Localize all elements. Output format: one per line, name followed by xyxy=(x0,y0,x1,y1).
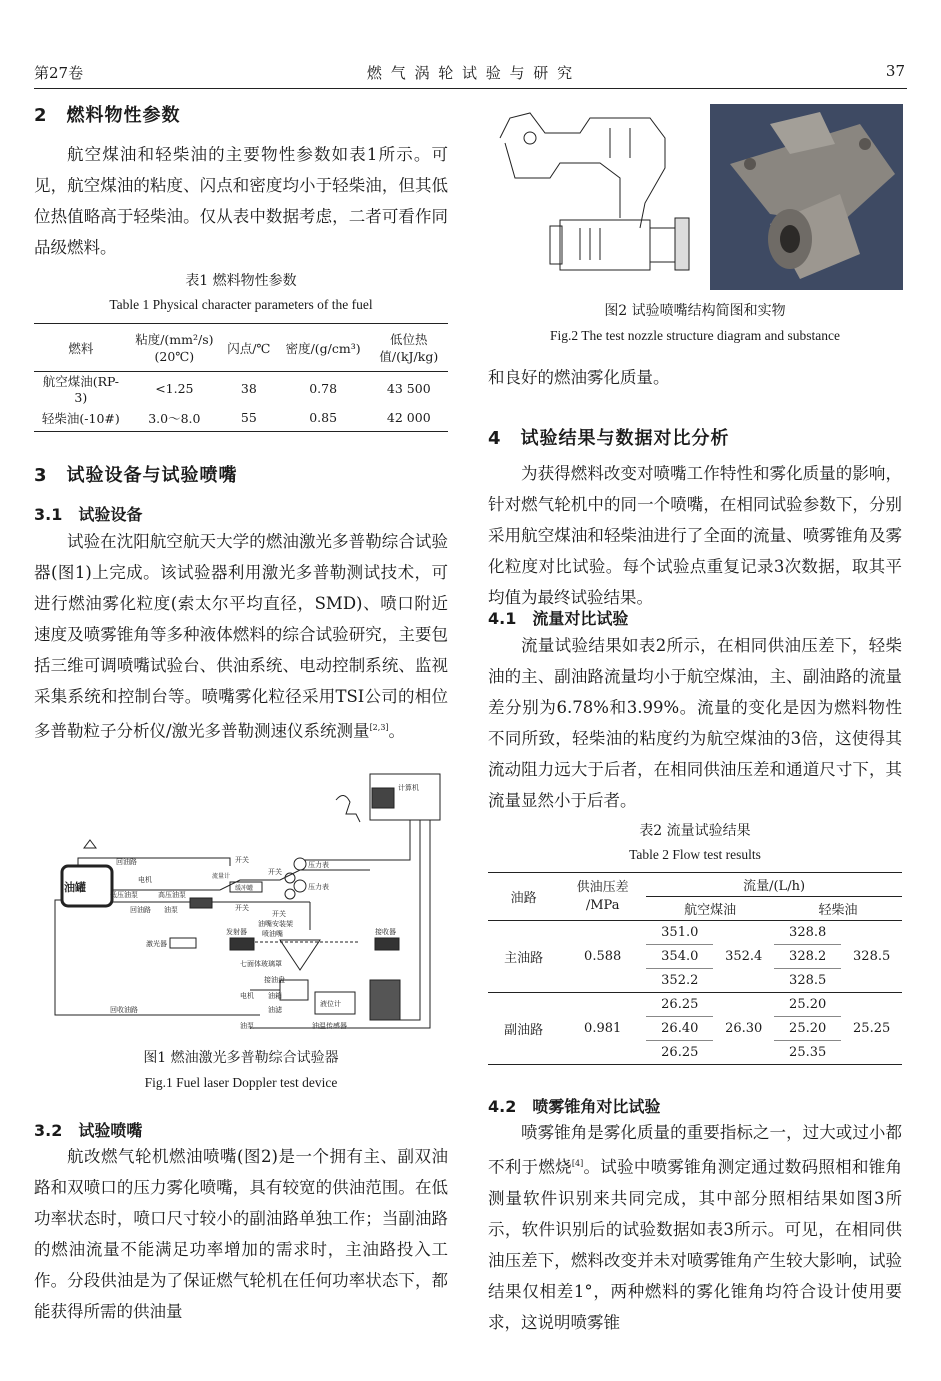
table2-header-diesel: 轻柴油 xyxy=(818,903,858,918)
fig1-label-gauge1: 压力表 xyxy=(308,861,329,869)
tank-top-icon xyxy=(84,840,96,848)
fig1-label-tank: 油罐 xyxy=(64,881,86,894)
citation-2-3: [2,3] xyxy=(369,723,389,732)
table1-cell: 42 000 xyxy=(386,410,431,426)
fig1-label-motor2: 电机 xyxy=(240,992,254,1000)
fig1-label-nozzle: 喷油嘴 xyxy=(262,930,283,938)
table-row xyxy=(488,921,902,945)
fig1-label-lowpump: 低压油泵 xyxy=(110,891,138,899)
table2-cell: 25.20 xyxy=(774,993,841,1017)
table-row xyxy=(488,993,902,1017)
fig1-label-switch2: 开关 xyxy=(268,868,282,876)
fig1-label-nozzle-mount: 油嘴安装架 xyxy=(258,920,293,928)
section-3-1-title: 3.1 试验设备 xyxy=(34,505,143,524)
table1-header-viscosity xyxy=(128,324,221,372)
fig1-label-switch1: 开关 xyxy=(235,856,249,864)
table2-header-line: 油路 xyxy=(510,891,537,906)
section-4-1-paragraph: 流量试验结果如表2所示，在相同供油压差下，轻柴油的主、副油路流量均小于航空煤油，主、副油路的流量差分别为6.78%和3.99%。流量的变化是因为燃料物性不同所致，轻柴油的粘度约为航空煤油的3倍，这使得其流动阻力远大于后者，在相同供油压差和通道尺寸下，其流量显然小于后者。 xyxy=(488,636,902,810)
page-number: 37 xyxy=(885,62,905,80)
table2-cell: 328.8 xyxy=(774,921,841,945)
table1-cell: 3.0～8.0 xyxy=(148,410,201,426)
table2-cell: 25.20 xyxy=(774,1017,841,1041)
section-3-2-title: 3.2 试验喷嘴 xyxy=(34,1121,143,1140)
continued-paragraph: 和良好的燃油雾化质量。 xyxy=(488,368,670,387)
figure-2-structure-drawing xyxy=(490,108,702,288)
section-4-2-text-1: 喷雾锥角是雾化质量的重要指标之一，过大或过小都不利于燃烧 xyxy=(488,1123,902,1177)
table2-header-pressure-2: /MPa xyxy=(585,897,620,913)
fig1-label-flow: 流量计 xyxy=(212,873,231,880)
table1-header-lhv xyxy=(370,324,448,372)
table2-header-kerosene: 航空煤油 xyxy=(684,903,737,918)
table2-caption-en: Table 2 Flow test results xyxy=(629,847,761,862)
table2-cell: 26.25 xyxy=(661,1045,699,1060)
fig1-label-highpump: 高压油泵 xyxy=(158,891,186,899)
table2 xyxy=(488,872,902,1065)
table1-caption-en: Table 1 Physical character parameters of the fuel xyxy=(109,297,373,312)
fig1-label-emitter: 发射器 xyxy=(226,928,247,936)
table1-header-lhv-2: 值/(kJ/kg) xyxy=(379,348,439,364)
fig1-label-tray: 接油盘 xyxy=(264,976,285,984)
table1-cell: 航空煤油(RP-3) xyxy=(42,374,119,405)
table1-header-flashpoint: 闪点/℃ xyxy=(227,340,271,356)
section-4-2-paragraph xyxy=(488,1117,902,1338)
table2-header-pressure xyxy=(559,873,646,921)
figure-1-diagram xyxy=(50,770,450,1035)
section-4-paragraph: 为获得燃料改变对喷嘴工作特性和雾化质量的影响，针对燃气轮机中的同一个喷嘴，在相同试验参数下，分别采用航空煤油和轻柴油进行了全面的流量、喷雾锥角及雾化粒度对比试验。每个试验点重复记录3次数据，取其平均值为最终试验结果。 xyxy=(488,464,902,607)
fig1-label-pump2: 油泵 xyxy=(240,1022,254,1030)
table2-cell: 25.35 xyxy=(789,1045,827,1060)
fig1-label-return-line: 回油路 xyxy=(116,858,137,866)
receiver-box xyxy=(375,938,399,950)
fig1-label-oilpump: 油泵 xyxy=(164,906,178,914)
fig1-label-computer: 计算机 xyxy=(398,784,419,792)
running-header-volume: 第27卷 xyxy=(34,64,84,82)
table1-cell: 0.78 xyxy=(309,381,338,396)
laser-box xyxy=(170,938,196,948)
table2-header-flow: 流量/(L/h) xyxy=(646,873,902,897)
table1-header-viscosity-1: 粘度/(mm²/s) xyxy=(135,331,214,347)
table2-caption-cn: 表2 流量试验结果 xyxy=(639,823,751,839)
fig1-label-laser: 激光器 xyxy=(146,940,167,948)
table2-cell: 352.2 xyxy=(661,973,699,988)
table2-cell: 354.0 xyxy=(646,945,713,969)
fig1-label-switch3: 开关 xyxy=(235,904,249,912)
fig1-label-buffer: 缓冲罐 xyxy=(235,885,254,892)
table-row xyxy=(34,372,448,406)
section-4-2-text-2: 。试验中喷雾锥角测定通过数码照相和锥角测量软件识别来共同完成，其中部分照相结果如图3所示，软件识别后的试验数据如表3所示。可见，在相同供油压差下，燃料改变并未对喷雾锥角产生较大影响，试验结果仅相差1°，两种燃料的雾化锥角均符合设计使用要求，这说明喷雾锥 xyxy=(488,1157,903,1332)
fig1-label-receiver: 接收器 xyxy=(375,928,396,936)
table1-cell: 43 500 xyxy=(386,381,431,396)
fig1-label-switch4: 开关 xyxy=(272,910,286,918)
fig1-label-glass: 七面体玻璃罩 xyxy=(240,960,282,968)
citation-4: [4] xyxy=(571,1159,584,1168)
section-2-paragraph: 航空煤油和轻柴油的主要物性参数如表1所示。可见，航空煤油的粘度、闪点和密度均小于轻柴油，但其低位热值略高于轻柴油。仅从表中数据考虑，二者可看作同品级燃料。 xyxy=(34,145,448,257)
fig1-label-sensor: 油温传感器 xyxy=(312,1022,347,1030)
table1-header-viscosity-2: (20℃) xyxy=(154,348,195,364)
table2-main-pressure: 0.588 xyxy=(584,949,622,964)
table2-aux-pressure: 0.981 xyxy=(584,1021,622,1036)
table1-cell: 0.85 xyxy=(309,410,338,426)
section-3-2-paragraph: 航改燃气轮机燃油喷嘴(图2)是一个拥有主、副双油路和双喷口的压力雾化喷嘴，具有较宽的供油范围。在低功率状态时，喷口尺寸较小的副油路单独工作；当副油路的燃油流量不能满足功率增加的需求时，主油路投入工作。分段供油是为了保证燃气轮机在任何功率状态下，都能获得所需的供油量 xyxy=(34,1147,448,1321)
figure-1-caption-en: Fig.1 Fuel laser Doppler test device xyxy=(144,1075,338,1090)
table2-aux-name: 副油路 xyxy=(504,1023,544,1038)
fig1-label-filter: 油滤 xyxy=(268,1006,282,1014)
table1-header-lhv-1: 低位热 xyxy=(390,331,428,347)
emitter-box xyxy=(230,938,254,950)
nozzle-cone xyxy=(280,940,320,970)
table1 xyxy=(34,323,448,432)
fig1-label-motor: 电机 xyxy=(138,876,152,884)
table-row xyxy=(34,405,448,431)
table2-main-kero-avg: 352.4 xyxy=(725,949,763,964)
fig1-label-oilbox: 油箱 xyxy=(268,992,282,1000)
table2-cell: 351.0 xyxy=(646,921,713,945)
section-3-1-end: 。 xyxy=(388,721,406,741)
section-4-1-title: 4.1 流量对比试验 xyxy=(488,609,629,628)
table2-cell: 328.2 xyxy=(774,945,841,969)
fig1-label-level: 液位计 xyxy=(320,1000,341,1008)
section-3-title: 3 试验设备与试验喷嘴 xyxy=(34,465,238,486)
table2-cell: 26.25 xyxy=(646,993,713,1017)
fig1-label-returnline2: 回油路 xyxy=(130,906,151,914)
figure-2-caption-cn: 图2 试验喷嘴结构简图和实物 xyxy=(604,303,786,319)
table1-cell: 轻柴油(-10#) xyxy=(41,410,120,426)
table1-cell: <1.25 xyxy=(155,381,194,396)
section-3-1-text: 试验在沈阳航空航天大学的燃油激光多普勒综合试验器(图1)上完成。该试验器利用激光多普勒测试技术，可进行燃油雾化粒度(索太尔平均直径，SMD)、喷口附近速度及喷雾锥角等多种液体燃料的综合试验研究，主要包括三维可调喷嘴试验台、供油系统、电动控制系统、监视采集系统和控制台等。喷嘴雾化粒径采用TSI公司的相位多普勒粒子分析仪/激光多普勒测速仪系统测量 xyxy=(34,532,448,741)
section-4-2-title: 4.2 喷雾锥角对比试验 xyxy=(488,1097,661,1116)
figure-2-caption-en: Fig.2 The test nozzle structure diagram and substance xyxy=(550,328,840,343)
table1-cell: 55 xyxy=(240,410,257,426)
table2-aux-diesel-avg: 25.25 xyxy=(853,1021,891,1036)
table1-caption-cn: 表1 燃料物性参数 xyxy=(185,273,297,289)
table1-header-density: 密度/(g/cm³) xyxy=(285,340,361,356)
computer-icon xyxy=(372,788,394,808)
operator-icon xyxy=(336,795,360,822)
fig1-label-gauge2: 压力表 xyxy=(308,883,329,891)
section-3-1-paragraph xyxy=(34,526,448,747)
section-2-title: 2 燃料物性参数 xyxy=(34,105,181,126)
section-4-title: 4 试验结果与数据对比分析 xyxy=(488,428,730,449)
table2-header-pressure-1: 供油压差 xyxy=(576,879,629,895)
table2-main-diesel-avg: 328.5 xyxy=(853,949,891,964)
table1-cell: 38 xyxy=(240,381,257,396)
table2-main-name: 主油路 xyxy=(504,951,544,966)
table2-cell: 26.40 xyxy=(646,1017,713,1041)
table1-header-fuel: 燃料 xyxy=(68,340,94,356)
table2-cell: 328.5 xyxy=(789,973,827,988)
header-rule xyxy=(34,88,907,89)
figure-1-caption-cn: 图1 燃油激光多普勒综合试验器 xyxy=(143,1050,339,1066)
table2-aux-kero-avg: 26.30 xyxy=(725,1021,763,1036)
figure-2-photo xyxy=(710,104,903,290)
running-header-journal: 燃 气 涡 轮 试 验 与 研 究 xyxy=(366,64,575,82)
fig1-label-recovery: 回收油路 xyxy=(110,1006,138,1014)
